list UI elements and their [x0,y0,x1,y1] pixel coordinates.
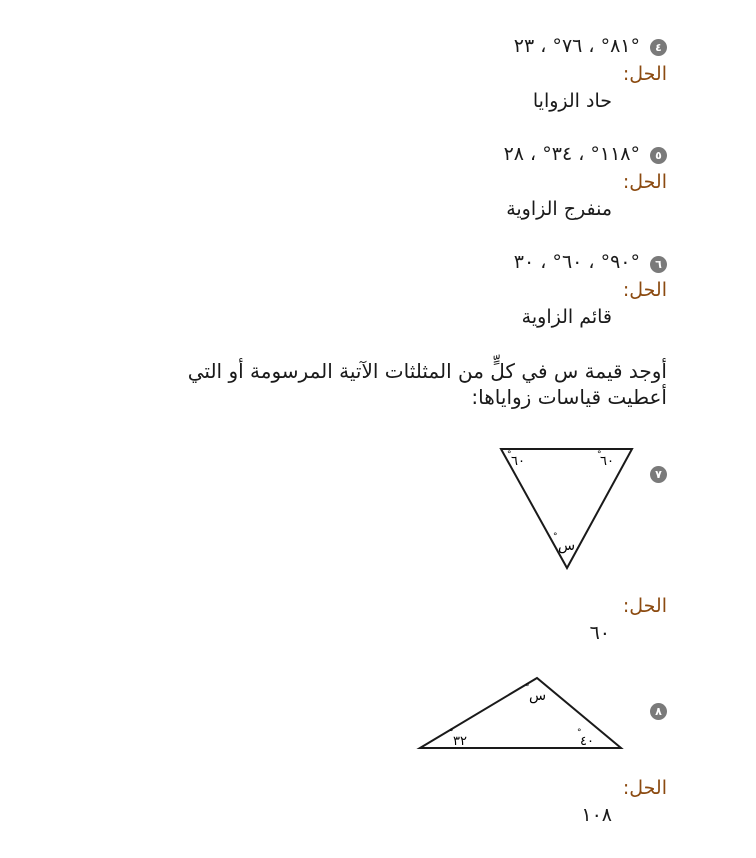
problem-angles: ٨١° ، ٧٦° ، ٢٣° [513,35,640,57]
problem-number-badge: ٤ [650,39,667,56]
angle-label-left: ٦٠ [511,454,525,469]
degree-mark: ° [507,450,512,460]
angle-label-right: ٦٠ [600,454,614,469]
problem-angles: ١١٨° ، ٣٤° ، ٢٨° [503,143,640,165]
solution-label: الحل: [622,595,667,617]
solution-label: الحل: [622,171,667,193]
problem-number-badge: ٦ [650,256,667,273]
problem-number-badge: ٨ [650,703,667,720]
angle-label-top: س [529,688,547,704]
instruction-text: أوجد قيمة س في كلٍّ من المثلثات الآتية المرسومة أو التي أعطيت قياسات زواياها: [187,359,667,409]
degree-mark: ° [553,532,558,542]
angle-label-left: ٣٢ [453,734,467,749]
problem-number-badge: ٥ [650,147,667,164]
triangle-figure-7 [495,443,645,573]
angle-label-right: ٤٠ [580,734,594,749]
solution-answer: ١٠٨ [581,804,612,826]
angle-label-bottom: س [558,538,576,554]
solution-label: الحل: [622,63,667,85]
solution-answer: حاد الزوايا [532,90,612,112]
solution-answer: قائم الزاوية [521,306,612,328]
solution-label: الحل: [622,777,667,799]
degree-mark: ° [577,728,582,738]
degree-mark: ° [449,728,454,738]
solution-answer: منفرج الزاوية [506,198,612,220]
problem-angles: ٩٠° ، ٦٠° ، ٣٠° [513,251,640,273]
solution-label: الحل: [622,279,667,301]
solution-answer: ٦٠ [589,622,610,644]
degree-mark: ° [597,450,602,460]
triangle-figure-8 [415,672,630,757]
problem-number-badge: ٧ [650,466,667,483]
degree-mark: ° [525,683,530,693]
